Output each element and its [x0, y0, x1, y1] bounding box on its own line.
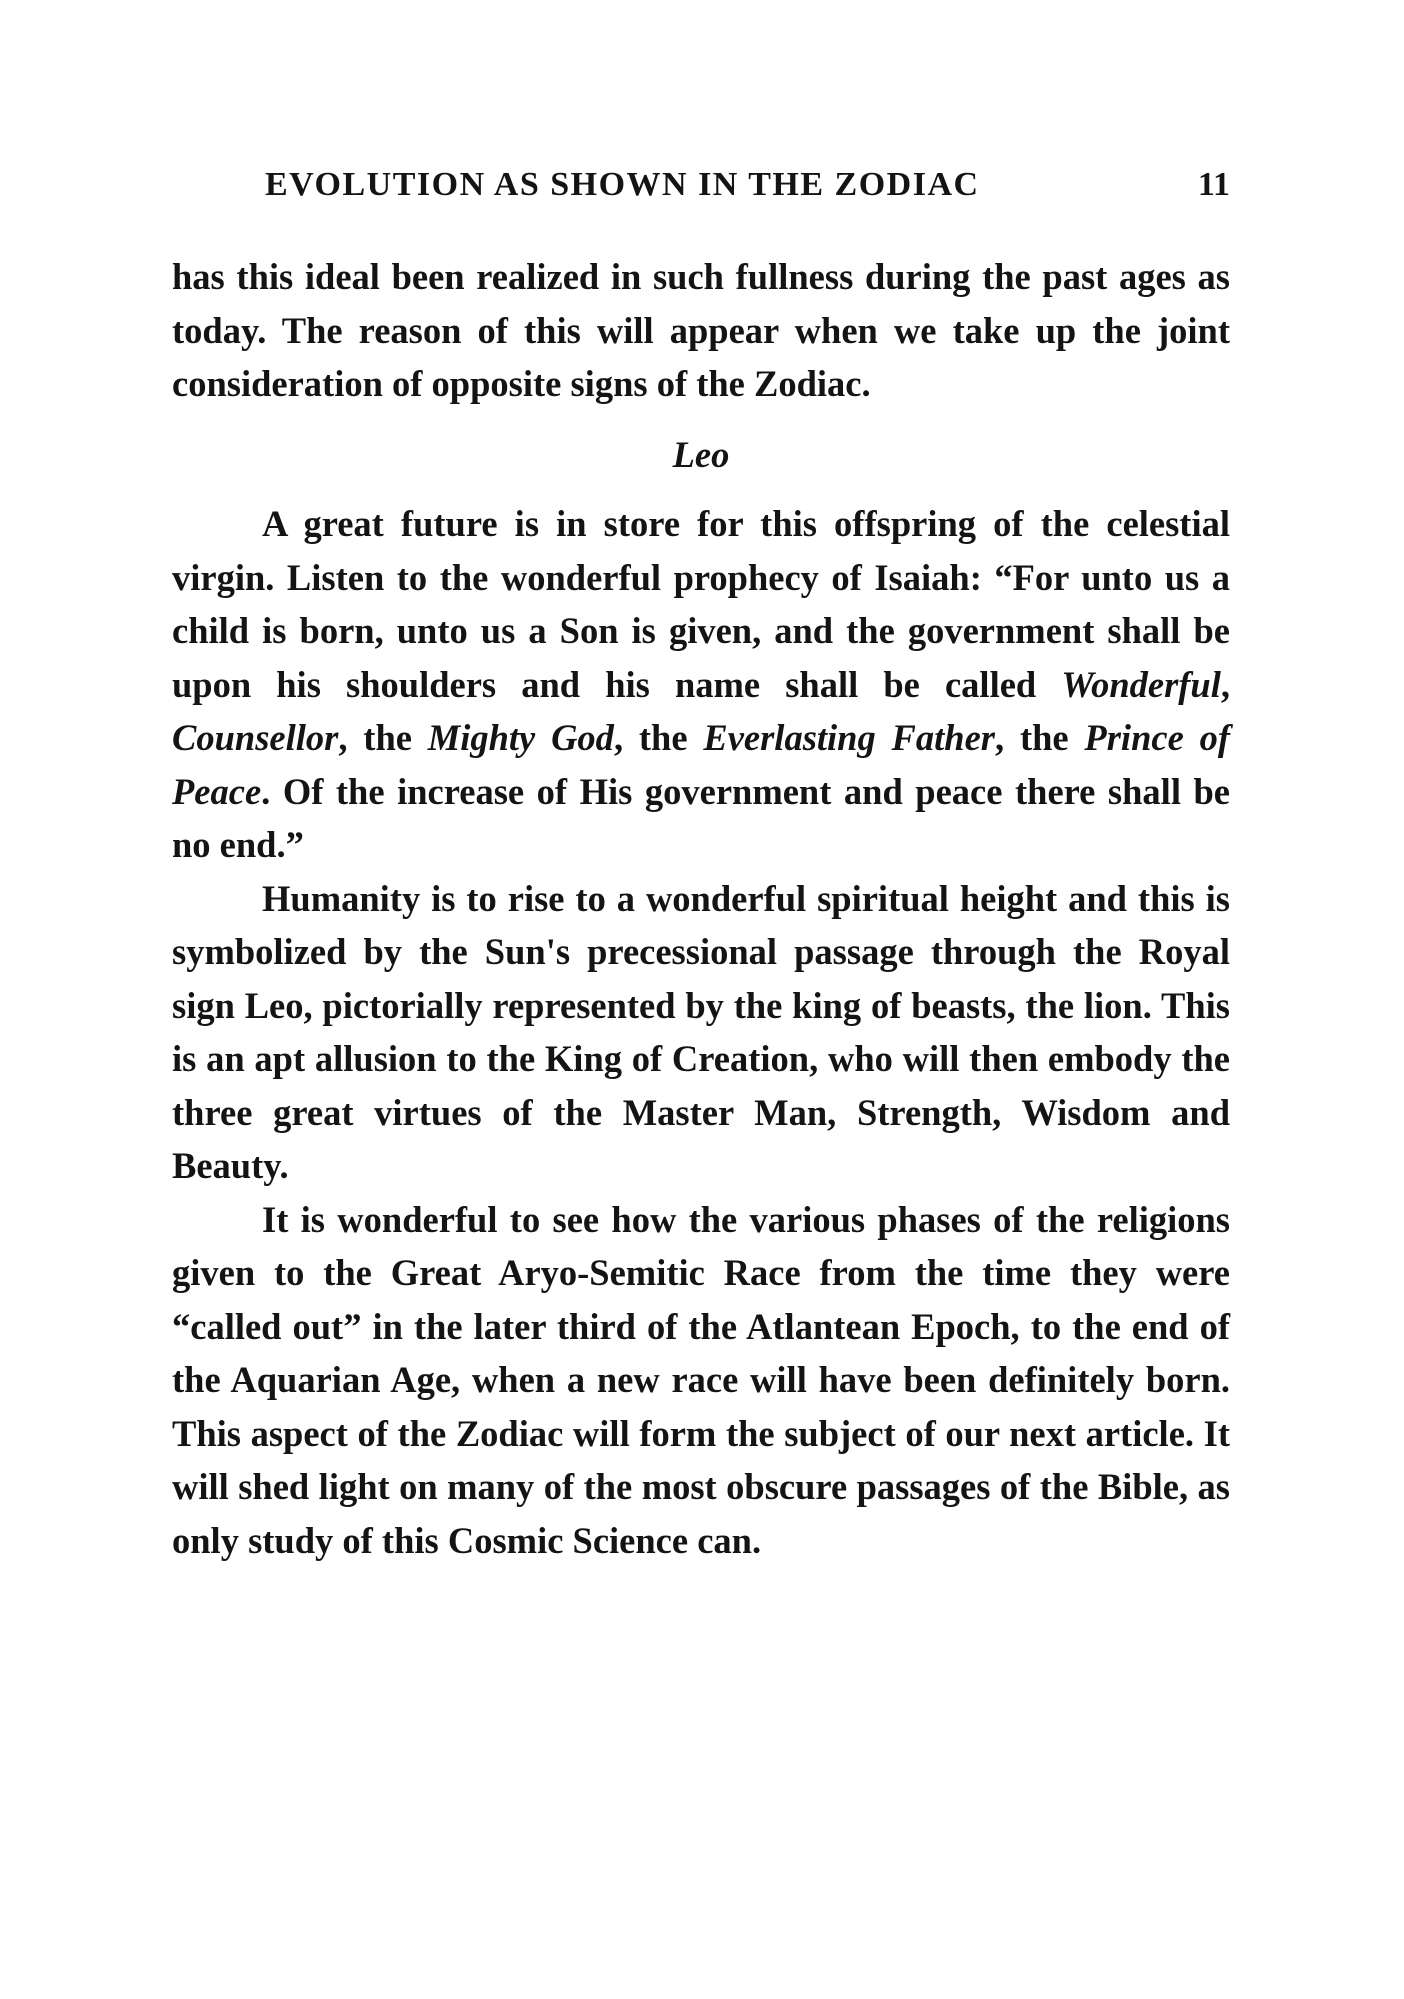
section-heading: Leo — [672, 433, 730, 475]
emphasis-wonderful: Wonderful — [1061, 663, 1221, 705]
paragraph-text: . Of the increase of His government and peace there shall be no end.” — [172, 770, 1230, 865]
running-title: EVOLUTION AS SHOWN IN THE ZODIAC — [265, 166, 980, 203]
paragraph-text: A great future is in store for this offspring of the celestial virgin. Listen to the wonderful prophecy of Isaiah: “For unto us a child is born, unto us a Son is given, and the government shall be upon his shoulders and his name shall be called — [172, 503, 1230, 705]
paragraph-religions: It is wonderful to see how the various phases of the religions given to the Great Aryo-Semitic Race from the time they were “called out” in the later third of the Atlantean Epoch, to the end of the Aquarian Age, when a new race will have been definitely born. This aspect of the Zodiac will form the subject of our next article. It will shed light on many of the most obscure passages of the Bible, as only study of this Cosmic Science can. — [172, 1198, 1230, 1561]
page-number: 11 — [1197, 166, 1230, 203]
emphasis-mighty-god: Mighty God — [427, 717, 614, 758]
paragraph-isaiah-prophecy — [172, 497, 1230, 872]
paragraph-text: , the — [995, 717, 1085, 758]
emphasis-counsellor: Counsellor — [172, 717, 339, 758]
emphasis-prince-of-peace: Prince of Peace — [172, 717, 1230, 812]
paragraph-humanity: Humanity is to rise to a wonderful spiritual height and this is symbolized by the Sun's precessional passage through the Royal sign Leo, pictorially represented by the king of beasts, the lion. This is an apt allusion to the King of Creation, who will then embody the three great virtues of the Master Man, Strength, Wisdom and Beauty. — [172, 877, 1230, 1186]
paragraph-text: , the — [613, 717, 704, 758]
body-text — [172, 250, 1230, 1567]
paragraph-text: , — [1220, 663, 1230, 705]
emphasis-everlasting-father: Everlasting Father — [703, 717, 995, 758]
paragraph-continued: has this ideal been realized in such fullness during the past ages as today. The reason of this will appear when we take up the joint consideration of opposite signs of the Zodiac. — [172, 256, 1230, 404]
running-head — [265, 166, 1230, 216]
paragraph-text: , the — [338, 717, 428, 758]
